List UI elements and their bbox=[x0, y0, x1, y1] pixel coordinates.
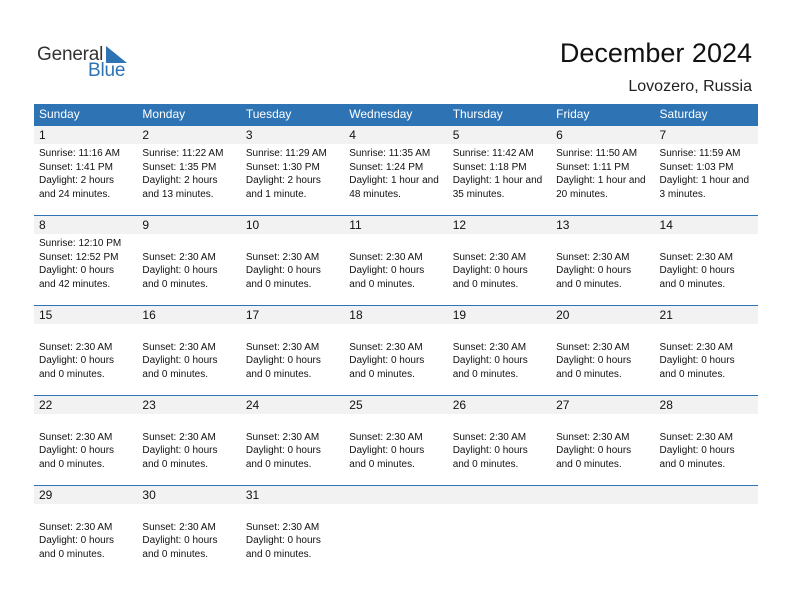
day-daylight1-text: Daylight: 0 hours bbox=[142, 445, 218, 456]
day-sunset-text: Sunset: 2:30 AM bbox=[142, 341, 216, 353]
day-daylight1-text bbox=[556, 534, 654, 548]
day-cell bbox=[137, 234, 240, 291]
weekday-thursday: Thursday bbox=[452, 107, 503, 121]
day-number: 31 bbox=[245, 488, 260, 502]
day-number: 13 bbox=[556, 218, 570, 232]
day-sunset-text bbox=[349, 521, 447, 535]
weekday-saturday: Saturday bbox=[659, 107, 708, 121]
day-sunset-text: Sunset: 2:30 AM bbox=[245, 251, 320, 263]
weekday-tuesday: Tuesday bbox=[245, 107, 292, 121]
day-sunrise-text: Sunrise: 11:50 AM bbox=[556, 148, 638, 159]
day-cell bbox=[448, 234, 551, 291]
day-daylight1-text: Daylight: 0 hours bbox=[349, 265, 425, 276]
weekday-friday: Friday bbox=[556, 107, 590, 121]
day-number: 7 bbox=[659, 128, 667, 142]
week-date-row bbox=[34, 396, 758, 414]
day-number: 4 bbox=[349, 128, 356, 142]
day-number: 29 bbox=[39, 488, 53, 502]
day-cell bbox=[137, 414, 240, 471]
day-number: 9 bbox=[142, 218, 150, 232]
day-cell bbox=[344, 504, 447, 561]
day-number: 15 bbox=[39, 308, 53, 322]
location-label: Lovozero, Russia bbox=[628, 78, 752, 95]
day-daylight1-text: Daylight: 0 hours bbox=[659, 445, 735, 456]
logo-word-general: General bbox=[37, 44, 104, 65]
calendar-grid bbox=[34, 104, 758, 575]
day-number: 26 bbox=[452, 398, 467, 412]
day-cell bbox=[344, 414, 447, 471]
day-cell bbox=[448, 324, 551, 381]
day-sunrise-text bbox=[556, 327, 654, 341]
day-daylight2-text: 3 minutes. bbox=[659, 188, 706, 200]
day-sunrise-text bbox=[349, 507, 447, 521]
day-daylight1-text: Daylight: 0 hours bbox=[349, 355, 425, 366]
day-sunrise-text bbox=[556, 237, 654, 251]
day-cell bbox=[241, 144, 344, 201]
day-sunrise-text bbox=[453, 417, 551, 431]
day-daylight2-text: 48 minutes. bbox=[349, 188, 401, 200]
day-cell bbox=[448, 414, 551, 471]
day-sunset-text: Sunset: 2:30 AM bbox=[659, 251, 733, 263]
day-number: 16 bbox=[142, 308, 156, 322]
day-sunrise-text bbox=[246, 237, 344, 251]
day-daylight1-text: Daylight: 2 hours bbox=[142, 175, 218, 186]
day-daylight2-text: and 1 minute. bbox=[245, 188, 307, 200]
day-daylight2-text: and 0 minutes. bbox=[142, 458, 209, 470]
day-number: 25 bbox=[349, 398, 363, 412]
day-daylight2-text: and 0 minutes. bbox=[142, 368, 209, 380]
day-sunrise-text: Sunrise: 11:29 AM bbox=[245, 148, 327, 159]
calendar-week bbox=[34, 485, 758, 575]
day-sunrise-text bbox=[556, 417, 654, 431]
day-daylight1-text: Daylight: 0 hours bbox=[659, 355, 735, 366]
day-daylight1-text: Daylight: 0 hours bbox=[39, 265, 115, 276]
day-number bbox=[448, 486, 551, 504]
day-daylight2-text: and 0 minutes. bbox=[142, 548, 209, 560]
day-sunset-text: Sunset: 2:30 AM bbox=[349, 431, 423, 443]
day-number: 23 bbox=[142, 398, 156, 412]
day-number: 2 bbox=[142, 128, 150, 142]
day-daylight1-text bbox=[453, 534, 551, 548]
day-cell bbox=[34, 414, 137, 471]
day-daylight1-text: Daylight: 0 hours bbox=[245, 355, 321, 366]
day-daylight1-text: Daylight: 0 hours bbox=[245, 265, 321, 276]
day-number: 14 bbox=[659, 218, 673, 232]
day-cell bbox=[137, 324, 240, 381]
day-sunrise-text bbox=[453, 507, 551, 521]
day-sunset-text: Sunset: 2:30 AM bbox=[245, 431, 320, 443]
day-sunrise-text bbox=[142, 417, 240, 431]
calendar-week bbox=[34, 215, 758, 305]
day-sunset-text: Sunset: 2:30 AM bbox=[556, 431, 630, 443]
day-number: 6 bbox=[556, 128, 563, 142]
week-date-row bbox=[34, 306, 758, 324]
day-number: 10 bbox=[245, 218, 260, 232]
day-daylight2-text: and 0 minutes. bbox=[245, 278, 312, 290]
day-cell bbox=[34, 504, 137, 561]
week-date-row bbox=[34, 486, 758, 504]
week-details-row bbox=[34, 144, 758, 201]
day-daylight2-text: and 0 minutes. bbox=[245, 458, 312, 470]
weekday-wednesday: Wednesday bbox=[349, 107, 413, 121]
day-cell bbox=[448, 144, 551, 201]
day-sunrise-text bbox=[349, 417, 447, 431]
day-daylight1-text bbox=[349, 534, 447, 548]
week-details-row bbox=[34, 504, 758, 561]
day-cell bbox=[344, 324, 447, 381]
day-cell bbox=[655, 144, 758, 201]
day-number: 3 bbox=[245, 128, 253, 142]
week-details-row bbox=[34, 324, 758, 381]
calendar-week bbox=[34, 125, 758, 215]
day-daylight1-text: Daylight: 0 hours bbox=[452, 445, 528, 456]
day-sunset-text: Sunset: 2:30 AM bbox=[556, 251, 630, 263]
day-daylight2-text: and 0 minutes. bbox=[659, 458, 726, 470]
day-daylight2-text: and 0 minutes. bbox=[452, 278, 519, 290]
day-number: 12 bbox=[452, 218, 467, 232]
day-daylight1-text: Daylight: 1 hour and bbox=[556, 175, 646, 186]
day-number: 17 bbox=[245, 308, 260, 322]
day-sunrise-text bbox=[660, 237, 758, 251]
day-sunset-text: Sunset: 2:30 AM bbox=[142, 431, 216, 443]
day-daylight2-text: and 0 minutes. bbox=[39, 368, 105, 380]
day-daylight2-text: and 0 minutes. bbox=[349, 278, 415, 290]
day-number: 8 bbox=[39, 218, 46, 232]
week-date-row bbox=[34, 126, 758, 144]
day-sunrise-text bbox=[349, 237, 447, 251]
day-daylight2-text: and 42 minutes. bbox=[39, 278, 111, 290]
day-sunset-text: Sunset: 12:52 PM bbox=[39, 251, 119, 263]
day-daylight2-text bbox=[453, 548, 551, 562]
day-sunrise-text: Sunrise: 11:59 AM bbox=[659, 148, 741, 159]
week-details-row bbox=[34, 234, 758, 291]
day-number: 11 bbox=[349, 218, 362, 232]
day-daylight1-text: Daylight: 0 hours bbox=[452, 355, 528, 366]
day-sunset-text: Sunset: 2:30 AM bbox=[452, 341, 527, 353]
day-daylight2-text: and 0 minutes. bbox=[452, 458, 519, 470]
day-sunrise-text bbox=[556, 507, 654, 521]
day-daylight1-text: Daylight: 0 hours bbox=[142, 355, 218, 366]
day-sunrise-text: Sunrise: 11:42 AM bbox=[452, 148, 534, 159]
day-daylight1-text: Daylight: 0 hours bbox=[349, 445, 425, 456]
week-date-row bbox=[34, 216, 758, 234]
day-sunrise-text bbox=[246, 417, 344, 431]
day-sunset-text bbox=[556, 521, 654, 535]
day-sunset-text: Sunset: 2:30 AM bbox=[659, 431, 733, 443]
day-number: 18 bbox=[349, 308, 363, 322]
day-sunrise-text bbox=[142, 507, 240, 521]
weekday-sunday: Sunday bbox=[39, 107, 80, 121]
day-sunrise-text bbox=[142, 327, 240, 341]
day-daylight2-text bbox=[660, 548, 758, 562]
day-daylight1-text: Daylight: 2 hours bbox=[245, 175, 321, 186]
day-cell bbox=[551, 504, 654, 561]
day-sunset-text: Sunset: 2:30 AM bbox=[39, 521, 113, 533]
day-cell bbox=[551, 144, 654, 201]
day-daylight1-text: Daylight: 0 hours bbox=[39, 445, 115, 456]
day-daylight2-text: and 0 minutes. bbox=[39, 548, 105, 560]
day-cell bbox=[34, 234, 137, 291]
day-daylight2-text: and 0 minutes. bbox=[245, 368, 312, 380]
day-daylight2-text: and 0 minutes. bbox=[659, 368, 726, 380]
day-sunset-text bbox=[453, 521, 551, 535]
day-sunset-text: Sunset: 2:30 AM bbox=[452, 431, 527, 443]
brand-logo bbox=[37, 44, 137, 80]
day-daylight2-text: and 0 minutes. bbox=[349, 458, 415, 470]
day-cell bbox=[34, 144, 137, 201]
day-sunrise-text bbox=[660, 507, 758, 521]
calendar-week bbox=[34, 305, 758, 395]
day-sunrise-text bbox=[39, 507, 137, 521]
day-daylight1-text: Daylight: 0 hours bbox=[556, 355, 632, 366]
day-sunrise-text bbox=[142, 237, 240, 251]
day-sunset-text: Sunset: 1:35 PM bbox=[142, 161, 217, 173]
day-sunrise-text bbox=[453, 237, 551, 251]
day-daylight1-text: Daylight: 0 hours bbox=[39, 535, 115, 546]
day-number: 20 bbox=[556, 308, 570, 322]
day-number bbox=[551, 486, 654, 504]
day-number: 30 bbox=[142, 488, 156, 502]
day-daylight2-text: and 0 minutes. bbox=[349, 368, 415, 380]
day-cell bbox=[655, 504, 758, 561]
day-sunset-text: Sunset: 2:30 AM bbox=[452, 251, 527, 263]
day-number: 21 bbox=[659, 308, 673, 322]
day-sunrise-text bbox=[246, 507, 344, 521]
day-number: 5 bbox=[452, 128, 460, 142]
day-daylight2-text: and 13 minutes. bbox=[142, 188, 214, 200]
day-sunrise-text: Sunrise: 11:16 AM bbox=[39, 148, 120, 159]
weekday-header bbox=[34, 104, 758, 125]
day-cell bbox=[551, 414, 654, 471]
calendar-week bbox=[34, 395, 758, 485]
day-daylight1-text: Daylight: 1 hour and bbox=[349, 175, 439, 186]
logo-word-blue: Blue bbox=[88, 60, 126, 81]
day-sunset-text: Sunset: 2:30 AM bbox=[39, 341, 113, 353]
day-sunset-text: Sunset: 2:30 AM bbox=[245, 521, 320, 533]
day-sunrise-text bbox=[660, 327, 758, 341]
day-daylight1-text: Daylight: 0 hours bbox=[556, 445, 632, 456]
day-daylight1-text: Daylight: 0 hours bbox=[142, 265, 218, 276]
day-cell bbox=[241, 504, 344, 561]
day-sunset-text: Sunset: 2:30 AM bbox=[556, 341, 630, 353]
day-sunset-text: Sunset: 2:30 AM bbox=[142, 251, 216, 263]
day-cell bbox=[137, 504, 240, 561]
day-daylight2-text: and 24 minutes. bbox=[39, 188, 111, 200]
day-daylight2-text: and 0 minutes. bbox=[659, 278, 726, 290]
day-sunset-text: Sunset: 2:30 AM bbox=[245, 341, 320, 353]
day-daylight1-text: Daylight: 0 hours bbox=[452, 265, 528, 276]
day-number: 28 bbox=[659, 398, 673, 412]
day-sunset-text: Sunset: 1:11 PM bbox=[556, 161, 630, 173]
day-number: 22 bbox=[39, 398, 53, 412]
calendar-weeks bbox=[34, 125, 758, 575]
day-daylight1-text: Daylight: 0 hours bbox=[556, 265, 632, 276]
day-sunrise-text: Sunrise: 11:22 AM bbox=[142, 148, 224, 159]
day-daylight2-text: and 0 minutes. bbox=[452, 368, 519, 380]
day-sunset-text: Sunset: 2:30 AM bbox=[659, 341, 733, 353]
day-daylight1-text: Daylight: 1 hour and bbox=[452, 175, 543, 186]
day-sunrise-text bbox=[39, 417, 137, 431]
day-sunset-text bbox=[660, 521, 758, 535]
day-daylight2-text: and 0 minutes. bbox=[39, 458, 105, 470]
day-number: 24 bbox=[245, 398, 260, 412]
day-sunrise-text bbox=[246, 327, 344, 341]
day-sunrise-text bbox=[660, 417, 758, 431]
page-title: December 2024 bbox=[559, 38, 752, 68]
day-cell bbox=[137, 144, 240, 201]
day-daylight2-text: and 0 minutes. bbox=[556, 368, 622, 380]
day-daylight1-text: Daylight: 0 hours bbox=[245, 445, 321, 456]
day-daylight2-text: and 0 minutes. bbox=[556, 458, 622, 470]
day-cell bbox=[241, 414, 344, 471]
day-sunset-text: Sunset: 1:03 PM bbox=[659, 161, 734, 173]
day-sunrise-text: Sunrise: 11:35 AM bbox=[349, 148, 431, 159]
day-sunset-text: Sunset: 1:24 PM bbox=[349, 161, 424, 173]
day-number: 27 bbox=[556, 398, 570, 412]
day-daylight2-text: and 0 minutes. bbox=[245, 548, 312, 560]
day-sunset-text: Sunset: 1:41 PM bbox=[39, 161, 113, 173]
day-cell bbox=[551, 234, 654, 291]
day-daylight1-text: Daylight: 0 hours bbox=[659, 265, 735, 276]
day-sunrise-text bbox=[453, 327, 551, 341]
day-sunrise-text: Sunrise: 12:10 PM bbox=[39, 238, 122, 249]
day-sunset-text: Sunset: 2:30 AM bbox=[39, 431, 113, 443]
day-cell bbox=[344, 144, 447, 201]
day-daylight2-text bbox=[349, 548, 447, 562]
day-number: 19 bbox=[452, 308, 467, 322]
day-cell bbox=[34, 324, 137, 381]
day-sunset-text: Sunset: 2:30 AM bbox=[142, 521, 216, 533]
day-cell bbox=[655, 234, 758, 291]
day-sunrise-text bbox=[39, 327, 137, 341]
day-sunrise-text bbox=[349, 327, 447, 341]
day-cell bbox=[551, 324, 654, 381]
day-daylight2-text: and 0 minutes. bbox=[142, 278, 209, 290]
day-cell bbox=[655, 324, 758, 381]
day-daylight1-text: Daylight: 2 hours bbox=[39, 175, 115, 186]
day-daylight2-text: 35 minutes. bbox=[452, 188, 505, 200]
weekday-monday: Monday bbox=[142, 107, 186, 121]
day-number: 1 bbox=[39, 128, 46, 142]
day-daylight2-text bbox=[556, 548, 654, 562]
day-cell bbox=[655, 414, 758, 471]
day-daylight1-text: Daylight: 0 hours bbox=[39, 355, 115, 366]
day-daylight1-text: Daylight: 1 hour and bbox=[659, 175, 750, 186]
day-cell bbox=[241, 234, 344, 291]
day-sunset-text: Sunset: 1:18 PM bbox=[452, 161, 527, 173]
day-sunset-text: Sunset: 2:30 AM bbox=[349, 341, 423, 353]
day-daylight2-text: 20 minutes. bbox=[556, 188, 608, 200]
day-cell bbox=[344, 234, 447, 291]
day-cell bbox=[448, 504, 551, 561]
day-sunset-text: Sunset: 1:30 PM bbox=[245, 161, 320, 173]
day-cell bbox=[241, 324, 344, 381]
day-number bbox=[655, 486, 758, 504]
day-daylight1-text: Daylight: 0 hours bbox=[142, 535, 218, 546]
day-sunset-text: Sunset: 2:30 AM bbox=[349, 251, 423, 263]
day-daylight1-text: Daylight: 0 hours bbox=[245, 535, 321, 546]
day-daylight2-text: and 0 minutes. bbox=[556, 278, 622, 290]
day-number bbox=[344, 486, 447, 504]
week-details-row bbox=[34, 414, 758, 471]
day-daylight1-text bbox=[660, 534, 758, 548]
